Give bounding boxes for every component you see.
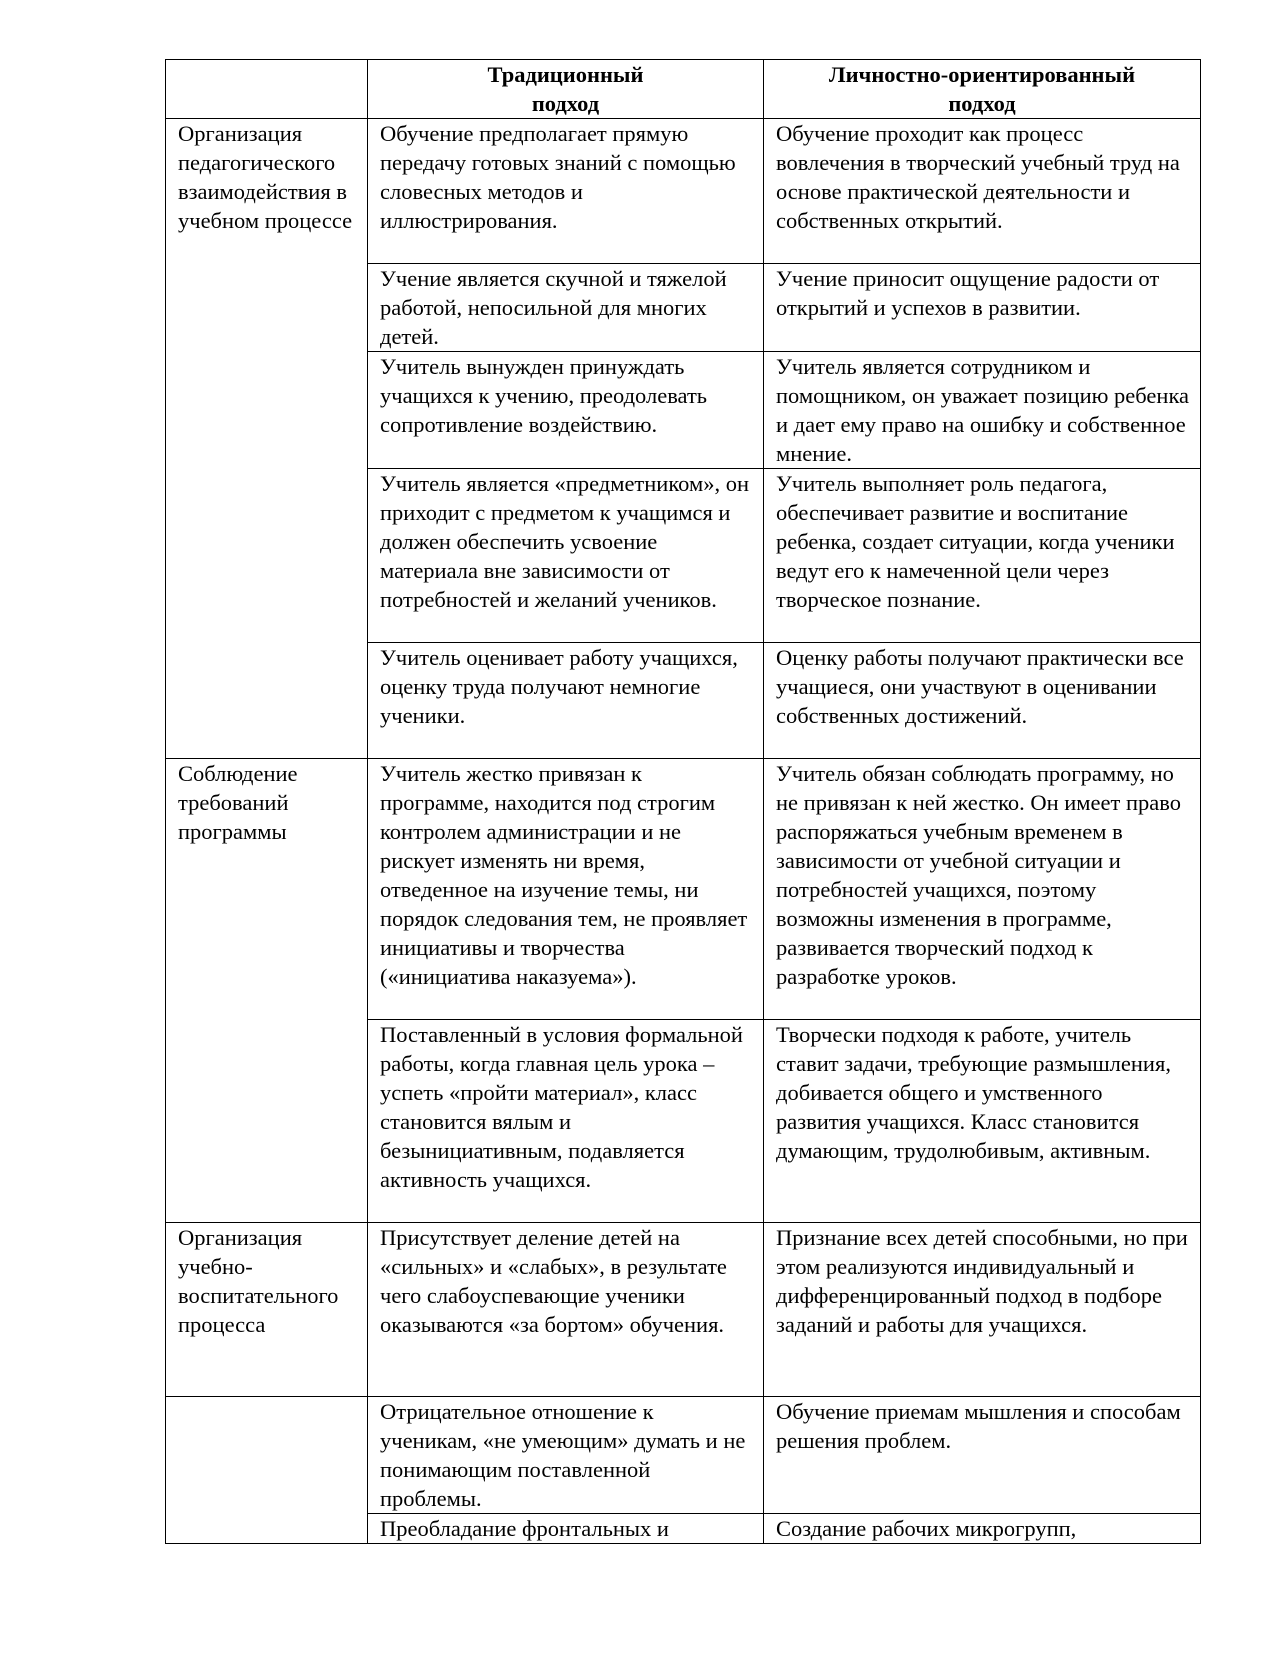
header-traditional [368,60,764,119]
traditional-cell: Присутствует деление детей на «сильных» и «слабых», в результате чего слабоуспевающие ученики оказываются «за бортом» обучения. [368,1223,764,1397]
header-personal-text: Личностно-ориентированный подход [828,62,1136,116]
personal-cell: Творчески подходя к работе, учитель ставит задачи, требующие размышления, добивается общего и умственного развития учащихся. Класс становится думающим, трудолюбивым, активным. [764,1020,1201,1223]
comparison-table [165,59,1201,1544]
table-row [166,1397,1201,1514]
personal-cell: Учитель выполняет роль педагога, обеспечивает развитие и воспитание ребенка, создает ситуации, когда ученики ведут его к намеченной цели через творческое познание. [764,469,1201,643]
table-row [166,1223,1201,1397]
traditional-cell: Обучение предполагает прямую передачу готовых знаний с помощью словесных методов и иллюстрирования. [368,119,764,264]
traditional-cell: Учитель оценивает работу учащихся, оценку труда получают немногие ученики. [368,643,764,759]
header-traditional-text: Традиционный подход [487,62,644,116]
table-row [166,759,1201,1020]
personal-cell: Оценку работы получают практически все учащиеся, они участвуют в оценивании собственных достижений. [764,643,1201,759]
table-header-row [166,60,1201,119]
category-cell: Соблюдение требований программы [166,759,368,1223]
table-row [166,119,1201,264]
personal-cell: Создание рабочих микрогрупп, [764,1514,1201,1544]
header-personal [764,60,1201,119]
personal-cell: Обучение проходит как процесс вовлечения в творческий учебный труд на основе практической деятельности и собственных открытий. [764,119,1201,264]
personal-cell: Учение приносит ощущение радости от открытий и успехов в развитии. [764,264,1201,352]
traditional-cell: Преобладание фронтальных и [368,1514,764,1544]
personal-cell: Обучение приемам мышления и способам решения проблем. [764,1397,1201,1514]
traditional-cell: Отрицательное отношение к ученикам, «не умеющим» думать и не понимающим поставленной проблемы. [368,1397,764,1514]
category-cell: Организация педагогического взаимодействия в учебном процессе [166,119,368,759]
personal-cell: Учитель обязан соблюдать программу, но не привязан к ней жестко. Он имеет право распоряжаться учебным временем в зависимости от учебной ситуации и потребностей учащихся, поэтому возможны изменения в программе, развивается творческий подход к разработке уроков. [764,759,1201,1020]
traditional-cell: Учитель жестко привязан к программе, находится под строгим контролем администрации и не рискует изменять ни время, отведенное на изучение темы, ни порядок следования тем, не проявляет инициативы и творчества («инициатива наказуема»). [368,759,764,1020]
category-cell: Организация учебно-воспитательного процесса [166,1223,368,1397]
traditional-cell: Учитель вынужден принуждать учащихся к учению, преодолевать сопротивление воздействию. [368,352,764,469]
traditional-cell: Учение является скучной и тяжелой работой, непосильной для многих детей. [368,264,764,352]
personal-cell: Учитель является сотрудником и помощником, он уважает позицию ребенка и дает ему право на ошибку и собственное мнение. [764,352,1201,469]
traditional-cell: Учитель является «предметником», он приходит с предметом к учащимся и должен обеспечить усвоение материала вне зависимости от потребностей и желаний учеников. [368,469,764,643]
category-cell [166,1397,368,1544]
header-corner-cell [166,60,368,119]
traditional-cell: Поставленный в условия формальной работы, когда главная цель урока – успеть «пройти материал», класс становится вялым и безынициативным, подавляется активность учащихся. [368,1020,764,1223]
personal-cell: Признание всех детей способными, но при этом реализуются индивидуальный и дифференцированный подход в подборе заданий и работы для учащихся. [764,1223,1201,1397]
